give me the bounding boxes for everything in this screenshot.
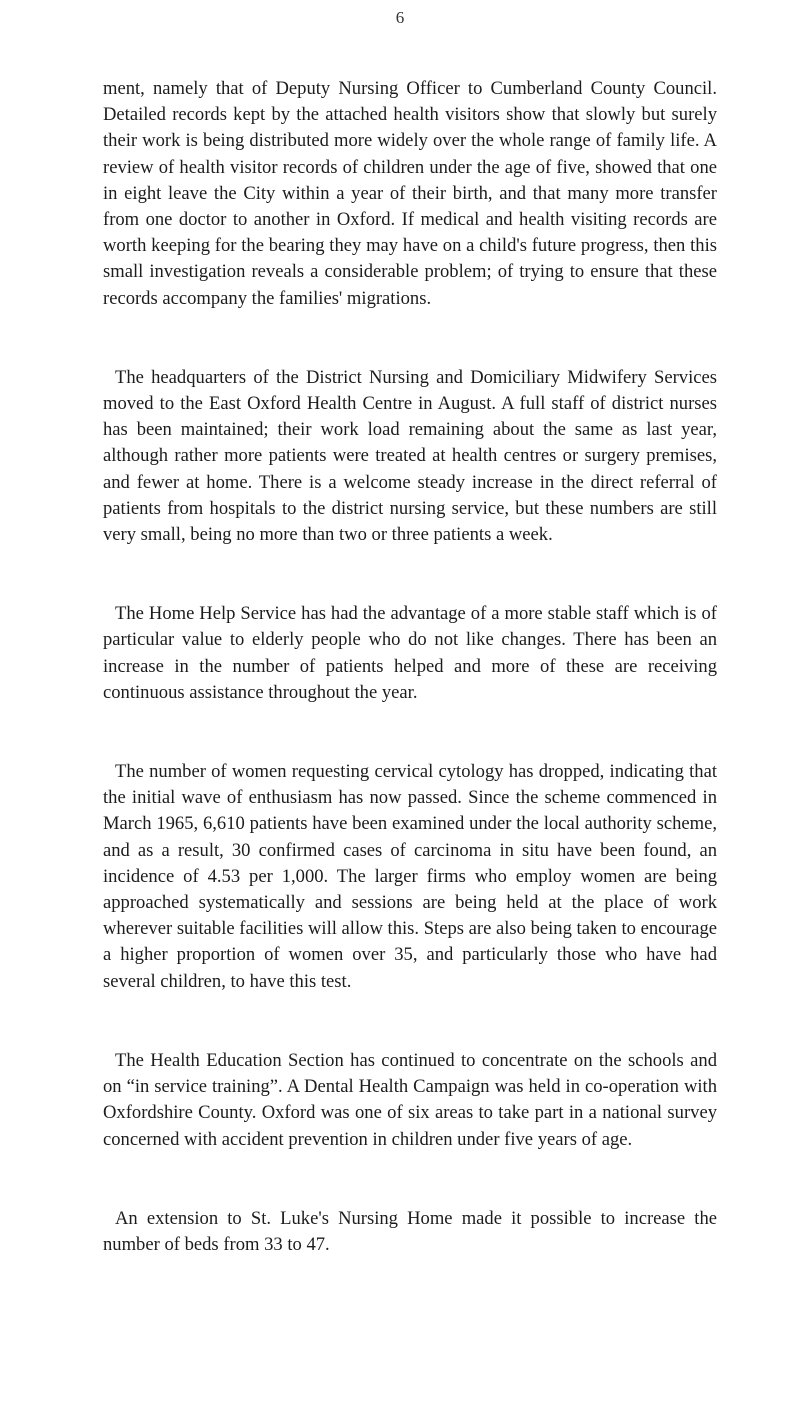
page-number: 6 xyxy=(395,8,405,27)
paragraph-home-help: The Home Help Service has had the advantage of a more stable staff which is of particular value to elderly people who do not like changes. There has been an increase in the number of patients helped and more of these are receiving continuous assistance throughout the year. xyxy=(103,603,717,703)
paragraph-continued: ment, namely that of Deputy Nursing Officer to Cumberland County Council. Detailed records kept by the attached health visitors show that slowly but surely their work is being distributed more widely over the whole range of family life. A review of health visitor records of children under the age of five, showed that one in eight leave the City within a year of their birth, and that many more transfer from one doctor to another in Oxford. If medical and health visiting records are worth keeping for the bearing they may have on a child's future progress, then this small investigation reveals a considerable problem; of trying to ensure that these records accompany the families' migrations. xyxy=(103,78,717,309)
paragraph-district-nursing: The headquarters of the District Nursing and Domiciliary Midwifery Services moved to the East Oxford Health Centre in August. A full staff of district nurses has been maintained; their work load remaining about the same as last year, although rather more patients were treated at health centres or surgery premises, and fewer at home. There is a welcome steady increase in the direct referral of patients from hospitals to the district nursing service, but these numbers are still very small, being no more than two or three patients a week. xyxy=(103,366,717,546)
paragraph-cervical-cytology: The number of women requesting cervical cytology has dropped, indicating that the initial wave of enthusiasm has now passed. Since the scheme commenced in March 1965, 6,610 patients have been examined under the local authority scheme, and as a result, 30 confirmed cases of carcinoma in situ have been found, an incidence of 4.53 per 1,000. The larger firms who employ women are being approached systematically and sessions are being held at the place of work wherever suitable facilities will allow this. Steps are also being taken to encourage a higher proportion of women over 35, and particularly those who have had several children, to have this test. xyxy=(103,761,717,992)
body-text xyxy=(103,76,717,1311)
paragraph-nursing-home: An extension to St. Luke's Nursing Home made it possible to increase the number of beds from 33 to 47. xyxy=(103,1207,717,1255)
paragraph-health-education: The Health Education Section has continued to concentrate on the schools and on “in service training”. A Dental Health Campaign was held in co-operation with Oxfordshire County. Oxford was one of six areas to take part in a national survey concerned with accident prevention in children under five years of age. xyxy=(103,1049,717,1150)
